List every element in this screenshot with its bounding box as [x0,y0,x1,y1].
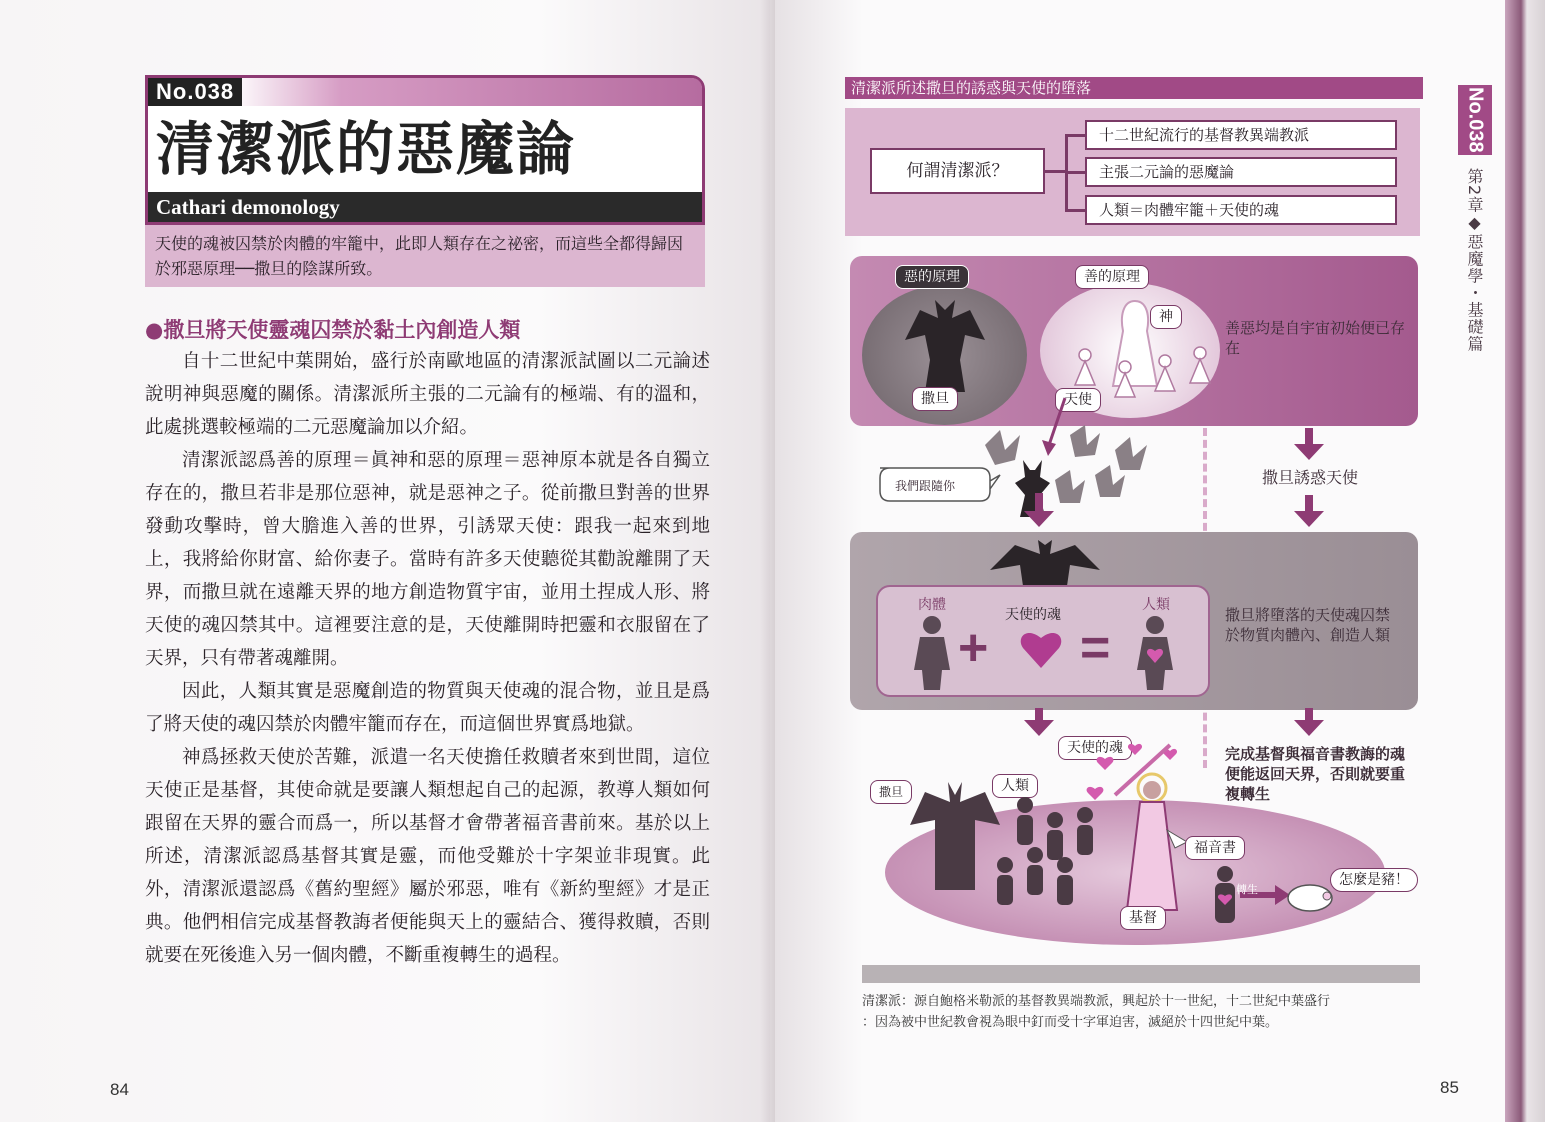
plus-sign: + [958,619,989,677]
connector-line [1065,209,1085,212]
page-edge [1505,0,1545,1122]
heart-icon [1020,630,1062,670]
equals-sign: = [1080,619,1111,677]
down-arrow-head [1294,511,1324,527]
connector-line [1065,134,1085,137]
human-figure-icon [1135,615,1175,690]
paragraph: 因此，人類其實是惡魔創造的物質與天使魂的混合物，並且是爲了將天使的魂囚禁於肉體牢籠而存在，而這個世界實爲地獄。 [145,681,710,735]
evil-principle-label: 惡的原理 [895,265,969,289]
god-tag: 神 [1150,305,1182,329]
speech-text: 我們跟隨你 [895,479,956,493]
satan-figure-icon [900,300,990,395]
english-subtitle: Cathari demonology [148,192,702,222]
good-principle-label: 善的原理 [1075,265,1149,289]
title-box [145,75,705,225]
human-tag: 人類 [992,774,1038,798]
connector-line [1045,170,1065,173]
pig-icon [1285,880,1335,915]
body-text [145,345,710,972]
christ-tag: 基督 [1120,906,1166,930]
pig-speech: 怎麼是豬！ [1330,868,1418,892]
paragraph: 清潔派認爲善的原理＝眞神和惡的原理＝惡神原本就是各自獨立存在的，撒旦若非是那位惡神，就是惡神之子。從前撒旦對善的世界發動攻擊時，曾大膽進入善的世界，引誘眾天使：跟我一起來到地上，我將給你財富、給你妻子。當時有許多天使聽從其勸說離開了天界，而撒旦就在遠離天界的地方創造物質宇宙，並用土捏成人形、將天使的魂囚禁其中。這裡要注意的是，天使離開時把靈和衣服留在了天界，只有帶著魂離開。 [145,450,710,669]
definition-question: 何謂清潔派？ [870,148,1045,194]
creation-note: 撒旦將墮落的天使魂囚禁於物質肉體內、創造人類 [1225,606,1391,644]
temptation-arrow-icon [1040,398,1070,458]
down-arrow-head [1024,511,1054,527]
left-page [0,0,770,1122]
soul-label: 天使的魂 [1005,607,1061,623]
diagram-title: 清潔派所述撒旦的誘惑與天使的墮落 [845,77,1423,99]
down-arrow-head [1024,720,1054,736]
term-line: ：因為被中世紀教會視為眼中釘而受十字軍迫害，滅絕於十四世紀中葉。 [862,1015,1279,1030]
side-tab-chapter: 第2章◆惡魔學・基礎篇 [1465,168,1484,353]
principles-note: 善惡均是自宇宙初始便已存在 [1225,319,1406,357]
summary-box: 天使的魂被囚禁於肉體的牢籠中，此即人類存在之祕密，而這些全都得歸因於邪惡原理──撒旦的陰謀所致。 [145,225,705,287]
connector-line [1065,171,1085,174]
down-arrow-head [1294,444,1324,460]
term-line: 清潔派：源自鮑格米勒派的基督教異端教派，興起於十一世紀，十二世紀中葉盛行 [862,994,1331,1009]
definition-item: 主張二元論的惡魔論 [1085,157,1397,187]
human-label: 人類 [1142,597,1170,613]
reincarnation-tag: 轉生 [1236,883,1258,896]
fallen-angels-icon [975,425,1165,520]
definition-item: 人類＝肉體牢籠＋天使的魂 [1085,195,1397,225]
page-number-left: 84 [110,1080,129,1099]
satan-small-tag: 撒旦 [870,780,912,804]
soul-tag: 天使的魂 [1058,736,1132,760]
paragraph: 自十二世紀中葉開始，盛行於南歐地區的清潔派試圖以二元論述說明神與惡魔的關係。清潔派所主張的二元論有的極端、有的溫和，此處挑選較極端的二元惡魔論加以介紹。 [145,351,710,438]
paragraph: 神爲拯救天使於苦難，派遣一名天使擔任救贖者來到世間，這位天使正是基督，其使命就是要讓人類想起自己的起源，教導人類如何跟留在天界的靈合而爲一，所以基督才會帶著福音書前來。基於以上所述，清潔派認爲基督其實是靈，而他受難於十字架並非現實。此外，清潔派還認爲《舊約聖經》屬於邪惡，唯有《新約聖經》才是正典。他們相信完成基督教誨者便能與天上的靈結合、獲得救贖，否則就要在死後進入另一個肉體，不斷重複轉生的過程。 [145,747,710,966]
down-arrow-head [1294,720,1324,736]
terms-bar [862,965,1420,983]
body-label: 肉體 [918,597,946,613]
satan-tag: 撒旦 [912,387,958,411]
salvation-note: 完成基督與福音書教誨的魂便能返回天界，否則就要重複轉生 [1225,745,1406,803]
page-number-right: 85 [1440,1078,1459,1097]
body-figure-icon [912,615,952,690]
angel-tag: 天使 [1055,388,1101,412]
temptation-note: 撒旦誘惑天使 [1262,468,1359,487]
christ-figure-icon [1115,770,1190,915]
gospel-tag: 福音書 [1185,836,1245,860]
page-title: 清潔派的惡魔論 [156,115,577,183]
entry-number: No.038 [148,78,242,106]
side-tab-number: No.038 [1458,85,1492,155]
down-arrow [1035,493,1043,513]
section-heading: ●撒旦將天使靈魂囚禁於黏土內創造人類 [145,318,521,342]
definition-item: 十二世紀流行的基督教異端教派 [1085,120,1397,150]
